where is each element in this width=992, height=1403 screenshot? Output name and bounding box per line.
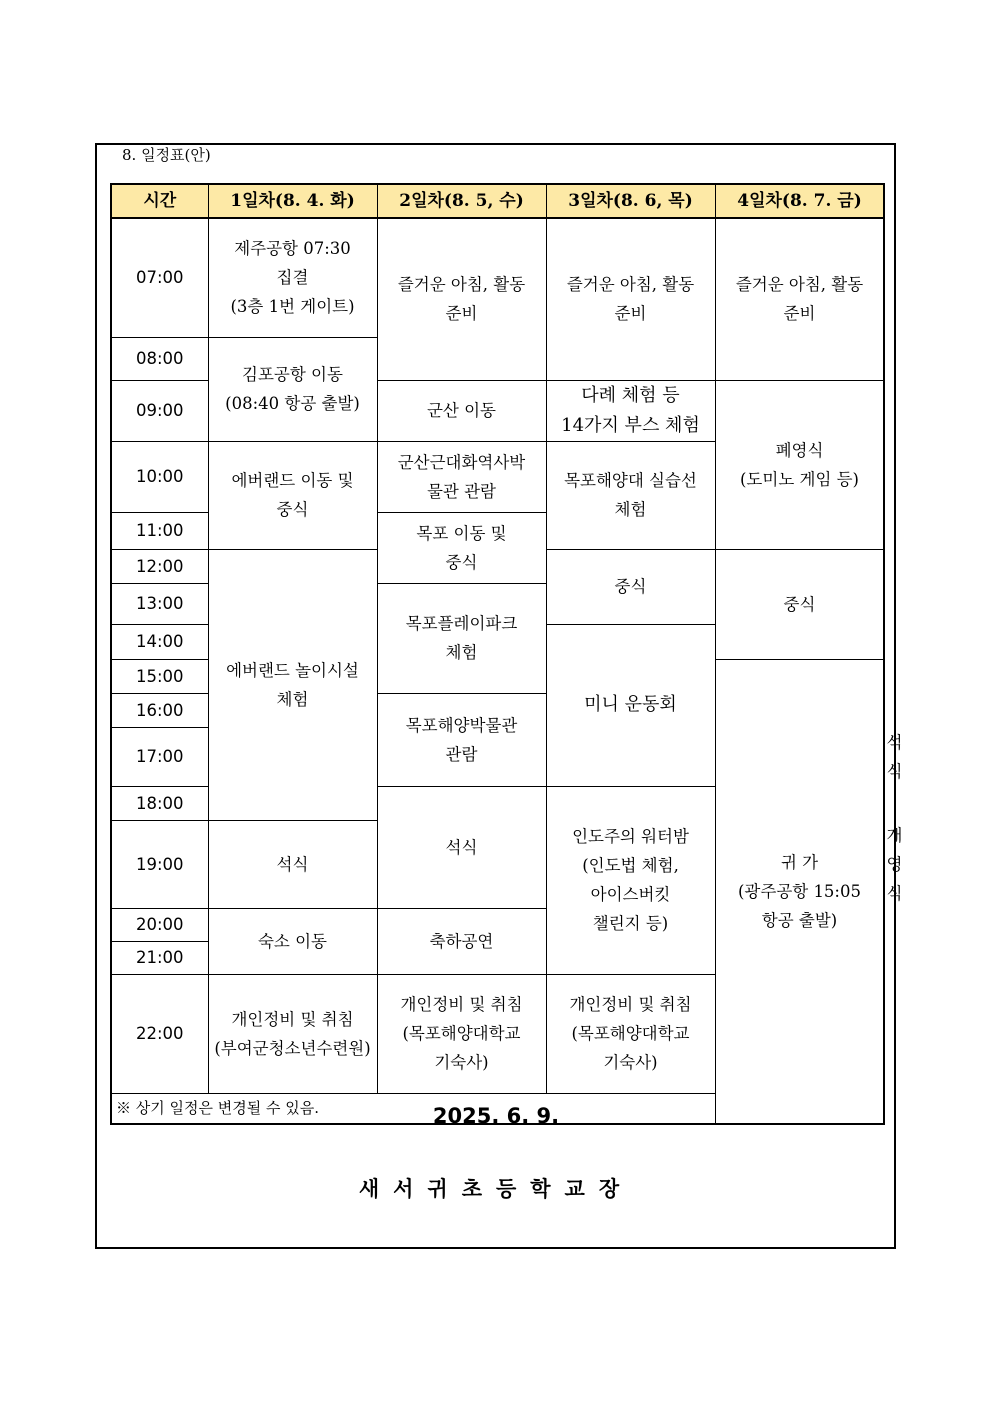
header-day4: 4일차(8. 7. 금): [715, 184, 884, 218]
day1-cell: 숙소 이동: [208, 908, 377, 974]
day2-cell: 군산근대화역사박 물관 관람: [377, 441, 546, 512]
school-principal-signature: 새서귀초등학교장: [358, 1176, 634, 1201]
time-cell: 22:00: [111, 974, 208, 1093]
time-cell: 20:00: [111, 908, 208, 941]
day2-cell: 목포해양박물관 관람: [377, 693, 546, 786]
schedule-table: [110, 183, 903, 1125]
day4-cell: 귀 가 (광주공항 15:05 항공 출발): [715, 659, 884, 1124]
day3-cell: 중식: [546, 549, 715, 624]
time-cell: 11:00: [111, 512, 208, 549]
day1-cell: 석식: [208, 820, 377, 908]
time-cell: 07:00: [111, 218, 208, 337]
time-cell: 09:00: [111, 380, 208, 441]
day1-cell: 에버랜드 이동 및 중식: [208, 441, 377, 549]
time-cell: 15:00: [111, 659, 208, 693]
day4-cell: 폐영식 (도미노 게임 등): [715, 380, 884, 549]
day1-cell: 제주공항 07:30 집결 (3층 1번 게이트): [208, 218, 377, 337]
day4-cell: 중식: [715, 549, 884, 659]
time-cell: 08:00: [111, 337, 208, 380]
time-cell: 19:00: [111, 820, 208, 908]
time-cell: 12:00: [111, 549, 208, 583]
header-day2: 2일차(8. 5, 수): [377, 184, 546, 218]
day2-cell: 축하공연: [377, 908, 546, 974]
table-row: 19:00 석식 개영식: [111, 820, 884, 908]
table-row: 17:00 석식: [111, 727, 884, 786]
day3-cell: 미니 운동회: [546, 624, 715, 786]
section-title: 8. 일정표(안): [122, 146, 211, 164]
day2-cell: 개인정비 및 취침 (목포해양대학교 기숙사): [377, 974, 546, 1093]
day2-cell: 군산 이동: [377, 380, 546, 441]
time-cell: 18:00: [111, 786, 208, 820]
table-row: [111, 218, 884, 337]
document-date: 2025. 6. 9.: [432, 1104, 560, 1128]
day3-cell: 즐거운 아침, 활동 준비: [546, 218, 715, 380]
time-cell: 16:00: [111, 693, 208, 727]
time-cell: 14:00: [111, 624, 208, 659]
header-day1: 1일차(8. 4. 화): [208, 184, 377, 218]
day1-cell: 김포공항 이동 (08:40 항공 출발): [208, 337, 377, 441]
time-cell: 10:00: [111, 441, 208, 512]
day2-cell: 목포 이동 및 중식: [377, 512, 546, 583]
header-time: 시간: [111, 184, 208, 218]
day3-cell: 개인정비 및 취침 (목포해양대학교 기숙사): [546, 974, 715, 1093]
header-row: [111, 184, 884, 218]
day2-cell: 석식: [377, 786, 546, 908]
day2-cell: 목포플레이파크 체험: [377, 583, 546, 693]
time-cell: 21:00: [111, 941, 208, 974]
time-cell: 13:00: [111, 583, 208, 624]
day3-cell: 인도주의 워터밤 (인도법 체험, 아이스버킷 챌린지 등): [546, 786, 715, 974]
day3-cell: 목포해양대 실습선 체험: [546, 441, 715, 549]
header-day3: 3일차(8. 6, 목): [546, 184, 715, 218]
day1-cell: 개인정비 및 취침 (부여군청소년수련원): [208, 974, 377, 1093]
day4-cell: 즐거운 아침, 활동 준비: [715, 218, 884, 380]
schedule-note: ※ 상기 일정은 변경될 수 있음.: [111, 1093, 884, 1124]
day3-cell: 다례 체험 등 14가지 부스 체험: [546, 380, 715, 441]
day1-cell: 에버랜드 놀이시설 체험: [208, 549, 377, 820]
day2-cell: 즐거운 아침, 활동 준비: [377, 218, 546, 380]
time-cell: 17:00: [111, 727, 208, 786]
